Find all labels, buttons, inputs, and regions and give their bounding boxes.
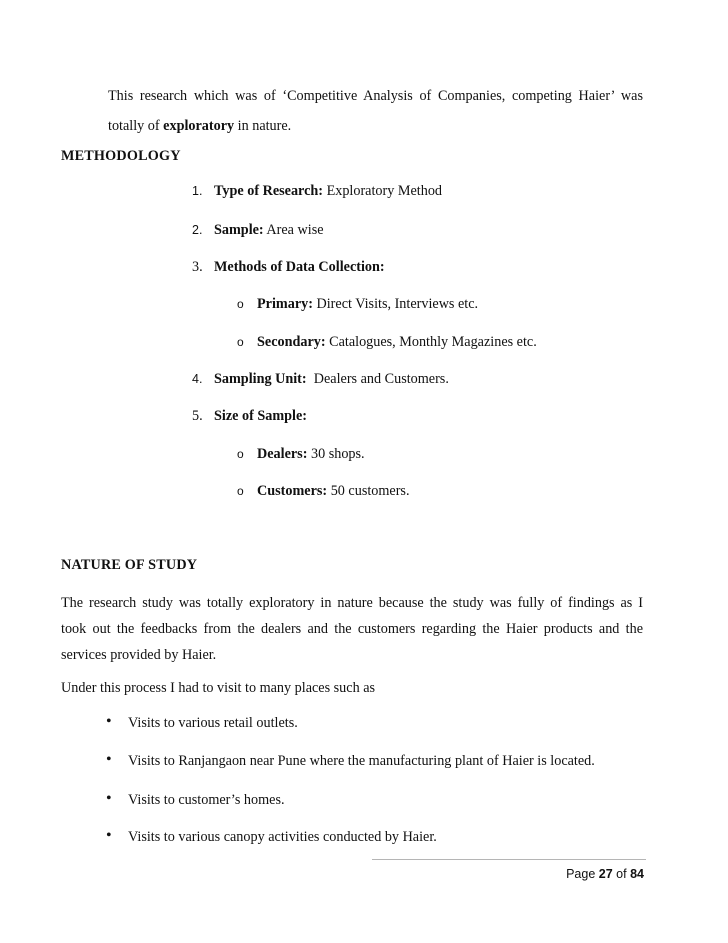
method-item-number: 1. <box>192 184 203 198</box>
intro-line-1: This research which was of ‘Competitive Analysis of Companies, competing Haier’ was <box>108 88 643 104</box>
bullet-item-3: Visits to customer’s homes. <box>128 792 285 808</box>
sub-item-customers <box>257 482 410 500</box>
method-item-number: 3. <box>192 259 203 275</box>
circle-bullet-icon: o <box>237 484 244 498</box>
method-item-3-text <box>214 258 385 276</box>
method-item-4 <box>192 370 202 388</box>
bullet-item-2: Visits to Ranjangaon near Pune where the manufacturing plant of Haier is located. <box>128 753 595 769</box>
method-item-value: Dealers and Customers. <box>306 371 449 387</box>
method-item-5 <box>192 407 203 425</box>
method-item-label: Methods of Data Collection: <box>214 259 385 275</box>
bullet-dot-icon: • <box>106 713 112 730</box>
sub-item-label: Customers: <box>257 483 328 499</box>
bullet-marker <box>106 827 112 845</box>
sub-item-marker <box>237 333 244 351</box>
process-intro: Under this process I had to visit to many places such as <box>61 680 376 696</box>
sub-item-dealers <box>257 445 365 463</box>
method-item-1 <box>192 182 202 200</box>
bullet-item-4: Visits to various canopy activities conducted by Haier. <box>128 829 437 845</box>
intro-bold-term: exploratory <box>163 118 235 134</box>
intro-paragraph <box>108 87 643 135</box>
bullet-marker <box>106 713 112 731</box>
method-item-1-text <box>214 182 442 200</box>
method-item-number: 2. <box>192 223 203 237</box>
footer-page-word: Page <box>566 867 596 881</box>
footer-of-word: of <box>616 867 627 881</box>
sub-item-value: Direct Visits, Interviews etc. <box>312 296 479 312</box>
sub-item-label: Secondary: <box>257 334 326 350</box>
nature-paragraph-line-1: The research study was totally exploratory in nature because the study was fully of findings as I <box>61 595 643 611</box>
method-item-5-text <box>214 407 307 425</box>
sub-item-label: Primary: <box>257 296 313 312</box>
method-item-label: Type of Research: <box>214 183 324 199</box>
bullet-dot-icon: • <box>106 751 112 768</box>
methodology-heading: METHODOLOGY <box>61 148 181 164</box>
sub-item-value: 50 customers. <box>327 483 410 499</box>
footer-total-pages: 84 <box>630 867 644 881</box>
circle-bullet-icon: o <box>237 297 244 311</box>
sub-item-primary <box>257 295 478 313</box>
circle-bullet-icon: o <box>237 335 244 349</box>
bullet-marker <box>106 751 112 769</box>
bullet-dot-icon: • <box>106 827 112 844</box>
intro-line-2-prefix: totally of <box>108 118 164 134</box>
page-footer <box>566 866 644 882</box>
bullet-item-1: Visits to various retail outlets. <box>128 715 298 731</box>
intro-line-2-suffix: in nature. <box>234 118 292 134</box>
method-item-value: Area wise <box>263 222 324 238</box>
method-item-2-text <box>214 221 324 239</box>
footer-divider <box>372 859 646 860</box>
method-item-label: Size of Sample: <box>214 408 307 424</box>
sub-item-marker <box>237 482 244 500</box>
method-item-4-text <box>214 370 449 388</box>
sub-item-value: Catalogues, Monthly Magazines etc. <box>325 334 537 350</box>
footer-current-page: 27 <box>598 867 613 881</box>
nature-paragraph-line-3: services provided by Haier. <box>61 647 217 663</box>
bullet-marker <box>106 790 112 808</box>
method-item-number: 5. <box>192 408 203 424</box>
nature-paragraph-line-2: took out the feedbacks from the dealers and the customers regarding the Haier products and the <box>61 621 643 637</box>
method-item-label: Sample: <box>214 222 264 238</box>
method-item-number: 4. <box>192 372 203 386</box>
intro-line-2 <box>108 117 643 135</box>
sub-item-secondary <box>257 333 537 351</box>
sub-item-value: 30 shops. <box>307 446 365 462</box>
sub-item-marker <box>237 445 244 463</box>
method-item-3 <box>192 258 203 276</box>
method-item-value: Exploratory Method <box>323 183 443 199</box>
method-item-2 <box>192 221 202 239</box>
bullet-dot-icon: • <box>106 790 112 807</box>
sub-item-label: Dealers: <box>257 446 308 462</box>
nature-heading: NATURE OF STUDY <box>61 557 198 573</box>
sub-item-marker <box>237 295 244 313</box>
circle-bullet-icon: o <box>237 447 244 461</box>
nature-paragraph <box>61 590 643 668</box>
method-item-label: Sampling Unit: <box>214 371 307 387</box>
